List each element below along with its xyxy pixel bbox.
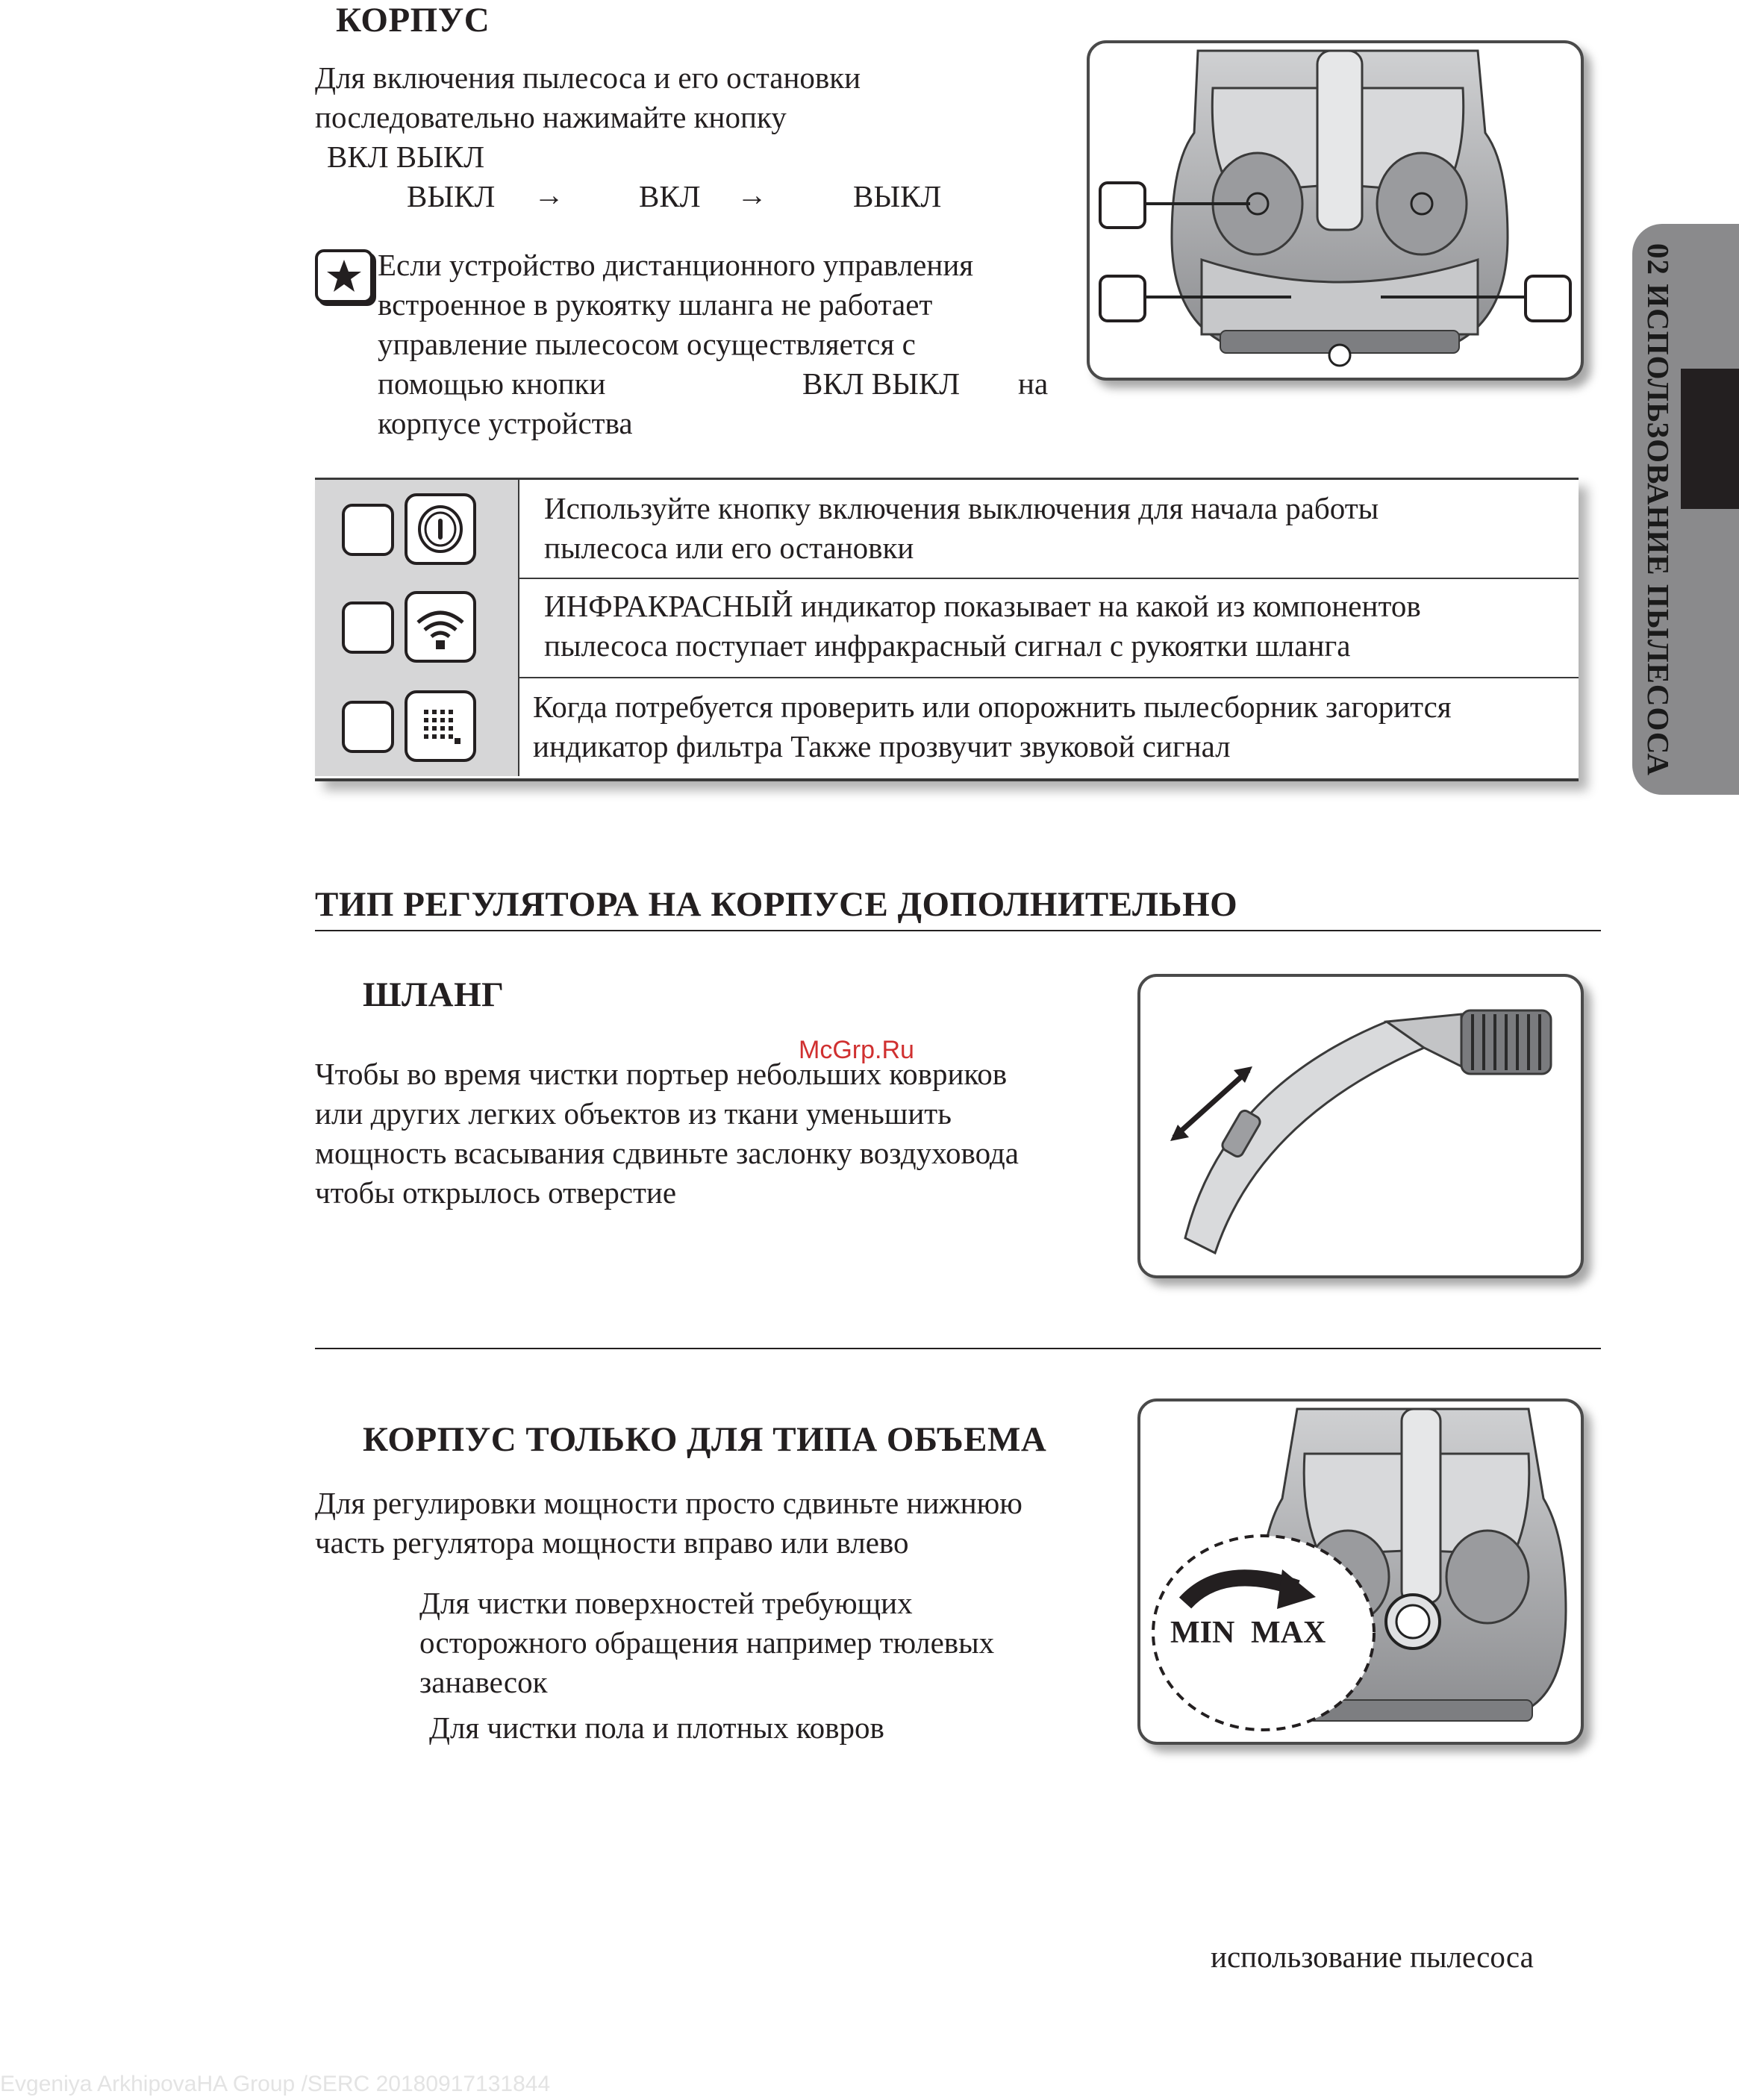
section3-item2: Для чистки пола и плотных ковров (429, 1710, 884, 1745)
section3-line1: Для регулировки мощности просто сдвиньте нижнюю (315, 1486, 1023, 1520)
section3-heading: КОРПУС ТОЛЬКО ДЛЯ ТИПА ОБЪЕМА (363, 1420, 1047, 1459)
wifi-icon (405, 591, 476, 663)
max-label: MAX (1251, 1616, 1326, 1650)
row3-line2: индикатор фильтра Также прозвучит звуковой сигнал (533, 729, 1231, 763)
table-row (315, 677, 1579, 776)
star-note-icon (315, 249, 373, 303)
section1-heading: КОРПУС (336, 1, 490, 40)
table-icon-cell (315, 578, 519, 677)
sequence-arrow-1: → (534, 178, 564, 212)
bottom-watermark: Evgeniya ArkhipovaHA Group /SERC 20180917131844 (0, 2072, 551, 2096)
row1-line2: пылесоса или его остановки (544, 531, 914, 565)
sequence-off-1: ВЫКЛ (407, 179, 496, 213)
filter-grid-icon (405, 690, 476, 762)
table-icon-cell (315, 677, 519, 776)
section1-text-line2: последовательно нажимайте кнопку (315, 100, 787, 134)
vacuum-top-figure (1087, 40, 1584, 381)
section2-line1: Чтобы во время чистки портьер небольших ковриков (315, 1057, 1008, 1091)
table-row (315, 578, 1579, 678)
callout-box-3 (1524, 275, 1572, 322)
note-line3: управление пылесосом осуществляется с (378, 327, 916, 361)
vacuum-dial-illustration (1140, 1401, 1581, 1742)
section3-item1-line2: осторожного обращения например тюлевых (419, 1625, 995, 1660)
section2-heading: ТИП РЕГУЛЯТОРА НА КОРПУСЕ ДОПОЛНИТЕЛЬНО (315, 885, 1238, 924)
row2-line2: пылесоса поступает инфракрасный сигнал с рукоятки шланга (544, 628, 1351, 663)
note-line2: встроенное в рукоятку шланга не работает (378, 287, 933, 322)
vacuum-dial-figure (1137, 1399, 1584, 1745)
section2-rule (315, 930, 1601, 931)
section3-item1-line1: Для чистки поверхностей требующих (419, 1586, 913, 1620)
section1-text-line3: ВКЛ ВЫКЛ (327, 140, 485, 174)
power-icon (405, 493, 476, 565)
section-divider (315, 1348, 1601, 1349)
callout-box-1 (1099, 181, 1146, 229)
hose-illustration (1140, 977, 1581, 1275)
min-label: MIN (1170, 1616, 1235, 1650)
number-box (342, 701, 394, 753)
side-tab-label (1632, 224, 1685, 795)
section3-item1-line3: занавесок (419, 1665, 548, 1699)
site-watermark: McGrp.Ru (799, 1036, 914, 1064)
note-line4b: ВКЛ ВЫКЛ (802, 366, 961, 401)
table-row (315, 480, 1579, 579)
section1-text-line1: Для включения пылесоса и его остановки (315, 60, 861, 95)
table-icon-cell (315, 480, 519, 578)
section2-subheading: ШЛАНГ (363, 975, 505, 1014)
note-line4c: на (1018, 366, 1049, 401)
sequence-off-2: ВЫКЛ (853, 179, 942, 213)
side-tab-text: 02 ИСПОЛЬЗОВАНИЕ ПЫЛЕСОСА (1641, 243, 1676, 776)
row1-line1: Используйте кнопку включения выключения для начала работы (544, 491, 1379, 525)
number-box (342, 504, 394, 556)
section2-line4: чтобы открылось отверстие (315, 1175, 677, 1210)
sequence-on: ВКЛ (639, 179, 701, 213)
row2-line1: ИНФРАКРАСНЫЙ индикатор показывает на какой из компонентов (544, 589, 1421, 623)
section2-line3: мощность всасывания сдвиньте заслонку воздуховода (315, 1136, 1019, 1170)
callout-box-2 (1099, 275, 1146, 322)
hose-figure (1137, 974, 1584, 1278)
footer-text: использование пылесоса (1211, 1940, 1534, 1974)
note-line5: корпусе устройства (378, 406, 633, 440)
sequence-arrow-2: → (737, 178, 767, 212)
row3-line1: Когда потребуется проверить или опорожнить пылесборник загорится (533, 690, 1452, 724)
vacuum-top-illustration (1090, 43, 1581, 378)
side-tab-marker (1681, 369, 1739, 509)
number-box (342, 601, 394, 654)
note-line4a: помощью кнопки (378, 366, 606, 401)
section2-line2: или других легких объектов из ткани уменьшить (315, 1096, 952, 1131)
section3-line2: часть регулятора мощности вправо или влево (315, 1525, 909, 1560)
note-line1: Если устройство дистанционного управления (378, 248, 974, 282)
indicator-table (315, 478, 1579, 781)
